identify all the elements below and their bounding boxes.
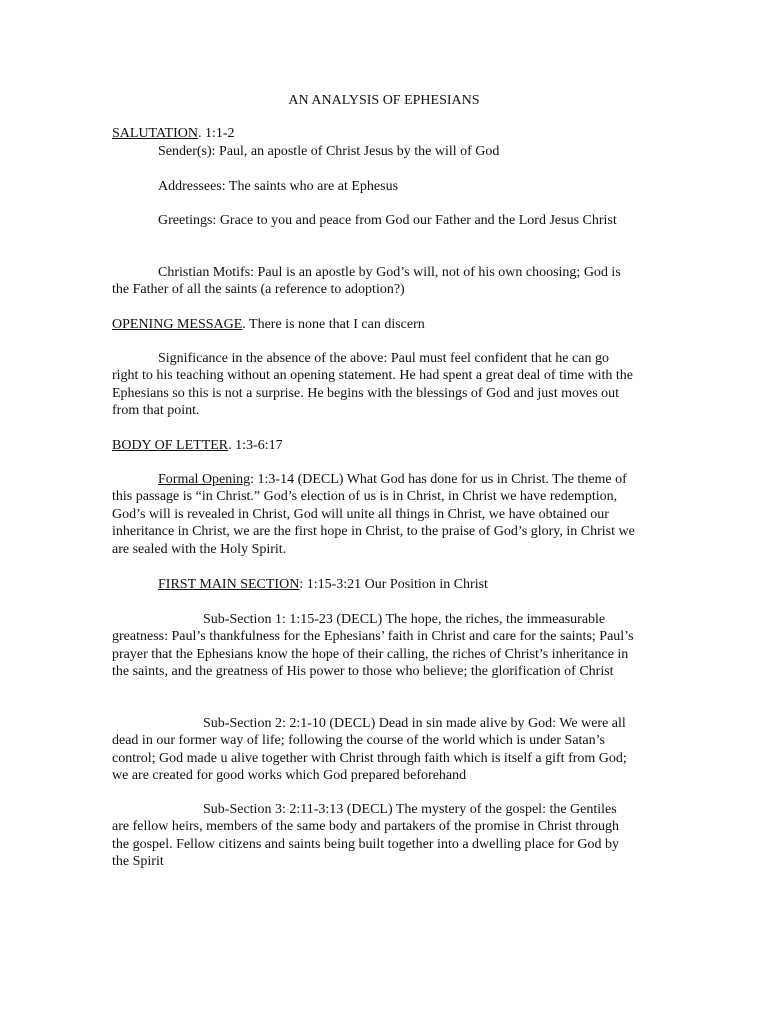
christian-motifs-paragraph: Christian Motifs: Paul is an apostle by God’s will, not of his own choosing; God is the Father of all the saints (a reference to adoption?) [112,265,621,298]
formal-opening-label: Formal Opening [158,472,251,487]
opening-message-heading: OPENING MESSAGE [112,317,243,332]
body-of-letter-heading: BODY OF LETTER [112,438,229,453]
first-main-section-text: : 1:15-3:21 Our Position in Christ [299,577,488,592]
formal-opening-paragraph [112,471,637,558]
document-title: AN ANALYSIS OF EPHESIANS [288,93,480,108]
greetings-paragraph: Greetings: Grace to you and peace from God our Father and the Lord Jesus Christ [158,213,617,228]
salutation-heading: SALUTATION [112,126,198,141]
sub-section-2-paragraph: Sub-Section 2: 2:1-10 (DECL) Dead in sin made alive by God: We were all dead in our former way of life; following the course of the world which is under Satan’s control; God made u alive together with Christ through faith which is itself a gift from God; we are created for good works which God prepared beforehand [112,716,627,784]
opening-message-text: . There is none that I can discern [242,317,425,332]
body-of-letter-ref: . 1:3-6:17 [228,438,283,453]
salutation-heading-line [112,125,637,142]
sub-section-1-paragraph: Sub-Section 1: 1:15-23 (DECL) The hope, the riches, the immeasurable greatness: Paul’s thankfulness for the Ephesians’ faith in Christ and care for the saints; Paul’s prayer that the Ephesians know the hope of their calling, the riches of Christ’s inheritance in the saints, and the greatness of His power to those who believe; the glorification of Christ [112,612,634,680]
formal-opening-text: : 1:3-14 (DECL) What God has done for us in Christ. The theme of this passage is “in Christ.” God’s election of us is in Christ, in Christ we have redemption, God’s will is revealed in Christ, God will unite all things in Christ, we have obtained our inheritance in Christ, we are the first hope in Christ, to the praise of God’s glory, in Christ we are sealed with the Holy Spirit. [112,472,635,557]
significance-paragraph: Significance in the absence of the above: Paul must feel confident that he can go right to his teaching without an opening statement. He had spent a great deal of time with the Ephesians so this is not a surprise. He begins with the blessings of God and just moves out from that point. [112,351,633,419]
first-main-section-heading: FIRST MAIN SECTION [158,577,300,592]
body-of-letter-line [112,437,637,454]
salutation-ref: . 1:1-2 [197,126,235,141]
addressees-line: Addressees: The saints who are at Ephesus [158,179,399,194]
opening-message-line [112,316,637,333]
first-main-section-line [112,576,637,593]
sub-section-3-paragraph: Sub-Section 3: 2:11-3:13 (DECL) The mystery of the gospel: the Gentiles are fellow heirs, members of the same body and partakers of the promise in Christ through the gospel. Fellow citizens and saints being built together into a dwelling place for God by the Spirit [112,802,620,870]
sender-line: Sender(s): Paul, an apostle of Christ Jesus by the will of God [158,144,500,159]
